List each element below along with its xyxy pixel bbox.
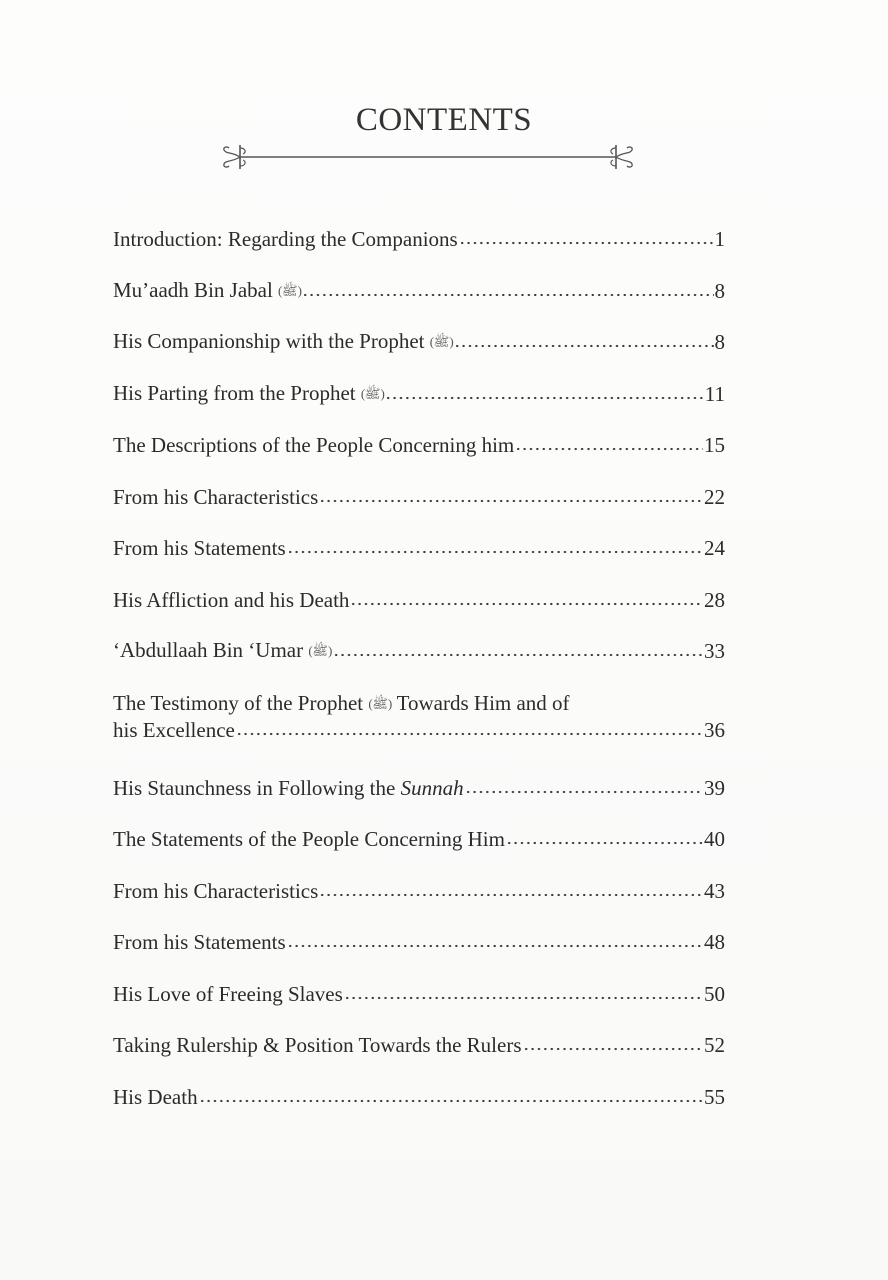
toc-entry-label: From his Statements — [113, 536, 286, 560]
toc-page-number: 39 — [704, 775, 725, 800]
dot-leader — [506, 838, 703, 848]
honorific-glyph: (ﷺ) — [278, 282, 302, 298]
toc-entry-label — [113, 328, 453, 355]
toc-entry[interactable] — [113, 878, 725, 904]
toc-entry-label: His Affliction and his Death — [113, 587, 350, 612]
toc-entry[interactable] — [113, 381, 725, 407]
toc-entry-label — [113, 380, 384, 407]
dot-leader — [454, 341, 713, 351]
toc-page-number: 40 — [704, 827, 725, 851]
dot-leader — [515, 444, 703, 454]
dot-leader — [319, 890, 703, 900]
toc-page-number: 1 — [714, 227, 725, 251]
toc-entry[interactable] — [113, 278, 725, 304]
toc-entry-label: His Death — [113, 1084, 198, 1109]
toc-entry[interactable] — [113, 484, 725, 510]
toc-entry-text: Towards Him and of — [396, 690, 570, 715]
toc-entry-label: From his Statements — [113, 930, 286, 954]
toc-entry-label — [113, 637, 332, 664]
toc-entry[interactable] — [113, 981, 725, 1007]
toc-entry-italic-text: Sunnah — [400, 775, 464, 800]
toc-entry[interactable] — [113, 690, 725, 743]
toc-entry-text: his Excellence — [113, 717, 235, 742]
honorific-glyph: (ﷺ) — [360, 385, 385, 401]
toc-entry-text: His Parting from the Prophet — [113, 380, 356, 405]
table-of-contents — [113, 226, 725, 1135]
toc-entry[interactable] — [113, 432, 725, 458]
toc-page-number: 48 — [704, 930, 725, 954]
toc-page-number: 11 — [704, 381, 725, 406]
dot-leader — [199, 1096, 703, 1106]
toc-page-number: 8 — [714, 330, 725, 354]
toc-entry[interactable] — [113, 929, 725, 955]
toc-page-number: 8 — [714, 278, 725, 303]
toc-entry-label: From his Characteristics — [113, 484, 319, 509]
toc-entry[interactable] — [113, 775, 725, 801]
toc-page-number: 36 — [704, 717, 725, 742]
dot-leader — [319, 496, 703, 506]
dot-leader — [465, 787, 703, 797]
dot-leader — [350, 599, 703, 609]
honorific-glyph: (ﷺ) — [429, 334, 454, 349]
toc-entry-label — [113, 277, 301, 304]
toc-page-number: 22 — [704, 484, 725, 509]
toc-entry[interactable] — [113, 226, 725, 252]
toc-entry-text: ‘Abdullaah Bin ‘Umar — [113, 638, 304, 662]
toc-entry-text: Mu’aadh Bin Jabal — [113, 277, 273, 302]
toc-entry-label: His Love of Freeing Slaves — [113, 981, 343, 1006]
toc-entry-label: From his Characteristics — [113, 878, 319, 903]
toc-entry-label: The Statements of the People Concerning Him — [113, 827, 505, 851]
toc-entry[interactable] — [113, 826, 725, 852]
dot-leader — [523, 1044, 704, 1054]
toc-page-number: 52 — [704, 1033, 725, 1057]
dot-leader — [459, 238, 714, 248]
toc-entry-label — [113, 775, 464, 801]
dot-leader — [344, 993, 703, 1003]
toc-entry-text: His Staunchness in Following the — [113, 775, 396, 800]
dot-leader — [333, 650, 703, 660]
toc-page-number: 55 — [704, 1084, 725, 1109]
toc-entry[interactable] — [113, 329, 725, 355]
dot-leader — [287, 941, 703, 951]
toc-entry-label-line2 — [113, 717, 725, 743]
toc-entry-text: His Companionship with the Prophet — [113, 329, 425, 353]
toc-page-number: 24 — [704, 536, 725, 560]
dot-leader — [302, 290, 713, 300]
toc-entry[interactable] — [113, 587, 725, 613]
toc-entry-label: Introduction: Regarding the Companions — [113, 227, 458, 251]
honorific-glyph: (ﷺ) — [308, 643, 332, 658]
honorific-glyph: (ﷺ) — [368, 695, 392, 711]
ornament-divider-icon — [218, 140, 638, 176]
toc-entry[interactable] — [113, 1032, 725, 1058]
dot-leader — [287, 547, 703, 557]
toc-page-number: 28 — [704, 587, 725, 612]
toc-page-number: 43 — [704, 878, 725, 903]
toc-page-number: 33 — [704, 639, 725, 663]
toc-entry-label: Taking Rulership & Position Towards the Rulers — [113, 1033, 522, 1057]
toc-entry[interactable] — [113, 1084, 725, 1110]
toc-entry-label-line1 — [113, 690, 725, 717]
page-title: CONTENTS — [355, 102, 533, 138]
dot-leader — [236, 729, 703, 739]
toc-entry-label: The Descriptions of the People Concerning him — [113, 433, 515, 457]
toc-page-number: 50 — [704, 981, 725, 1006]
toc-entry[interactable] — [113, 638, 725, 664]
dot-leader — [385, 393, 703, 403]
toc-page-number: 15 — [704, 433, 725, 457]
toc-entry-text: The Testimony of the Prophet — [113, 690, 364, 715]
toc-entry[interactable] — [113, 535, 725, 561]
